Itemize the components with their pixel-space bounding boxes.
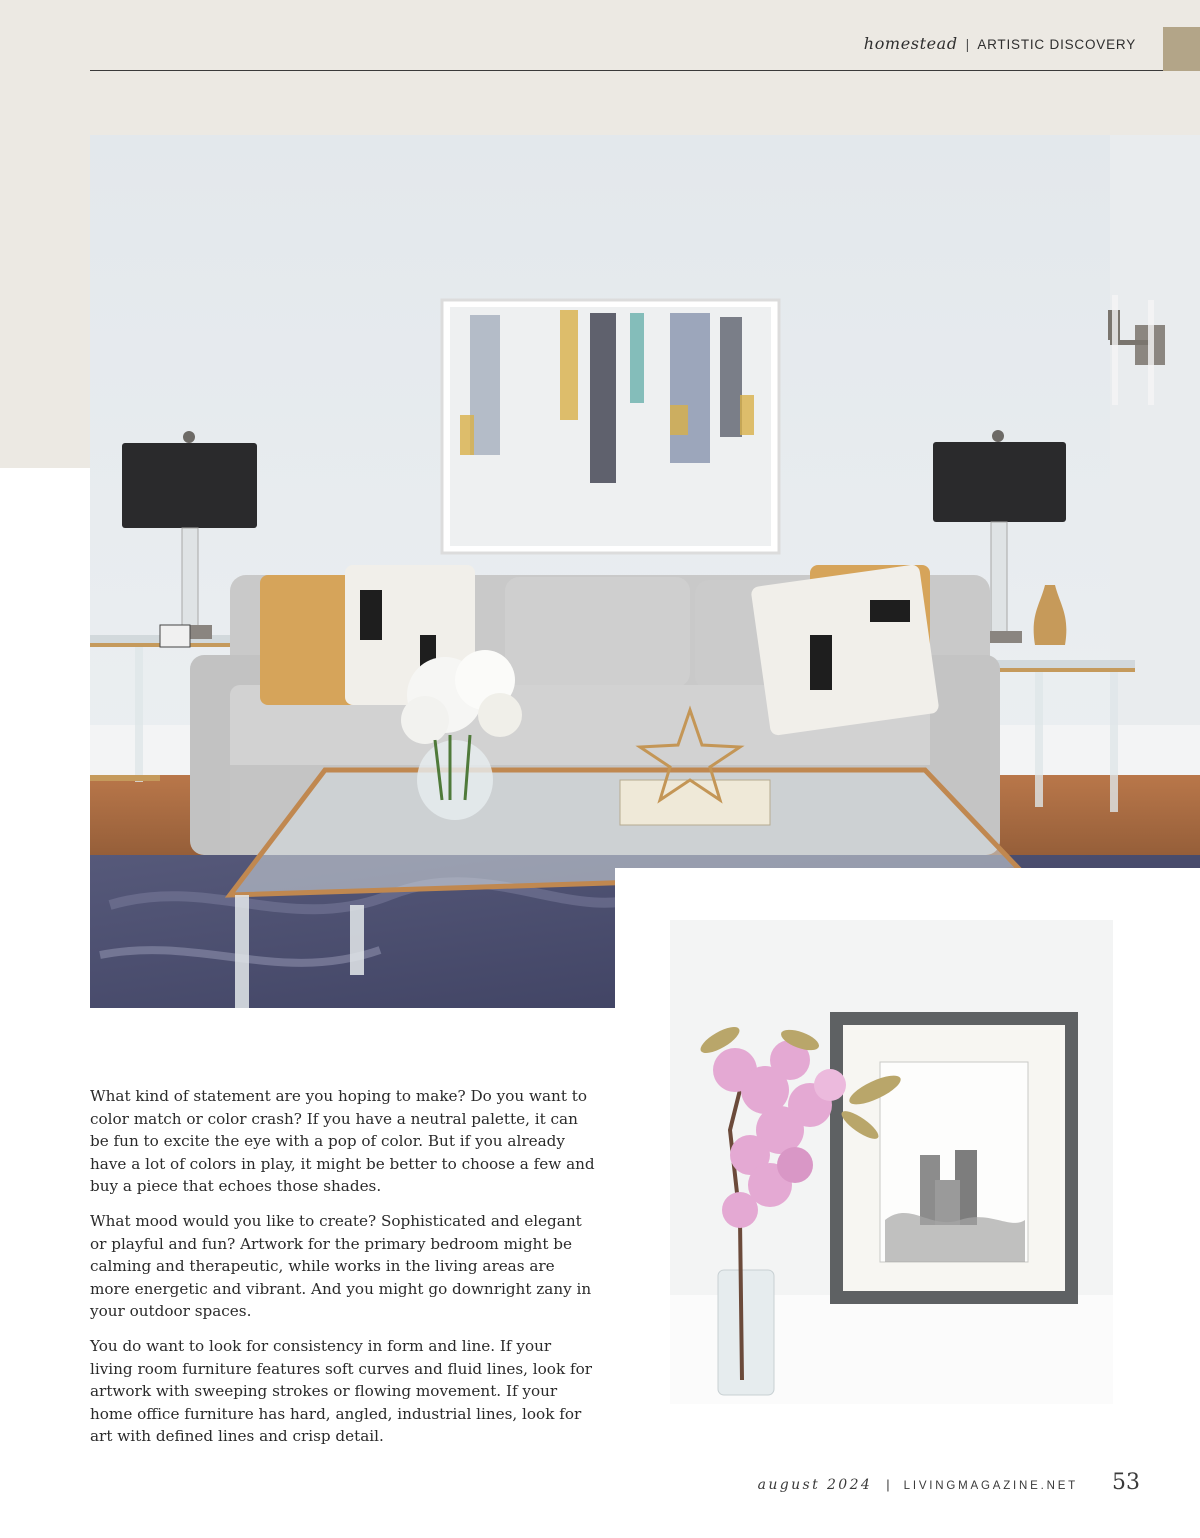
- page-number: 53: [1112, 1470, 1140, 1495]
- body-paragraph: You do want to look for consistency in form and line. If your living room furniture features soft curves and fluid lines, look for artwork with sweeping strokes or flowing movement. If your home office furniture has hard, angled, industrial lines, look for art with defined lines and crisp detail.: [90, 1336, 593, 1446]
- page-footer: [758, 1470, 1140, 1495]
- coffee-table-books: [620, 780, 770, 825]
- footer-issue-date: august 2024: [757, 1477, 873, 1493]
- header-brand: homestead: [863, 34, 958, 53]
- header-rule: [90, 70, 1163, 71]
- article-body-text: [90, 1085, 595, 1460]
- cherry-blossom-illustration: [670, 920, 1113, 1404]
- footer-separator: |: [886, 1477, 890, 1492]
- footer-website: LIVINGMAGAZINE.NET: [903, 1480, 1078, 1492]
- body-paragraph: What kind of statement are you hoping to make? Do you want to color match or color crash? If you have a neutral palette, it can be fun to excite the eye with a pop of color. But if you already have a lot of colors in play, it might be better to choose a few and buy a piece that echoes those shades.: [90, 1087, 595, 1196]
- header-separator: |: [965, 36, 970, 52]
- glass-bottle-vase: [718, 1270, 774, 1395]
- running-header: [864, 34, 1136, 53]
- corner-accent-tab: [1163, 27, 1200, 71]
- header-section-title: ARTISTIC DISCOVERY: [977, 37, 1136, 52]
- cherry-blossom-framed-print-photo: [670, 920, 1113, 1404]
- abstract-painting: [442, 300, 779, 553]
- framed-cathedral-print: [830, 1012, 1078, 1304]
- body-paragraph: What mood would you like to create? Sophisticated and elegant or playful and fun? Artwork for the primary bedroom might be calming and therapeutic, while works in the living areas are more energetic and vibrant. And you might go downright zany in your outdoor spaces.: [90, 1211, 592, 1321]
